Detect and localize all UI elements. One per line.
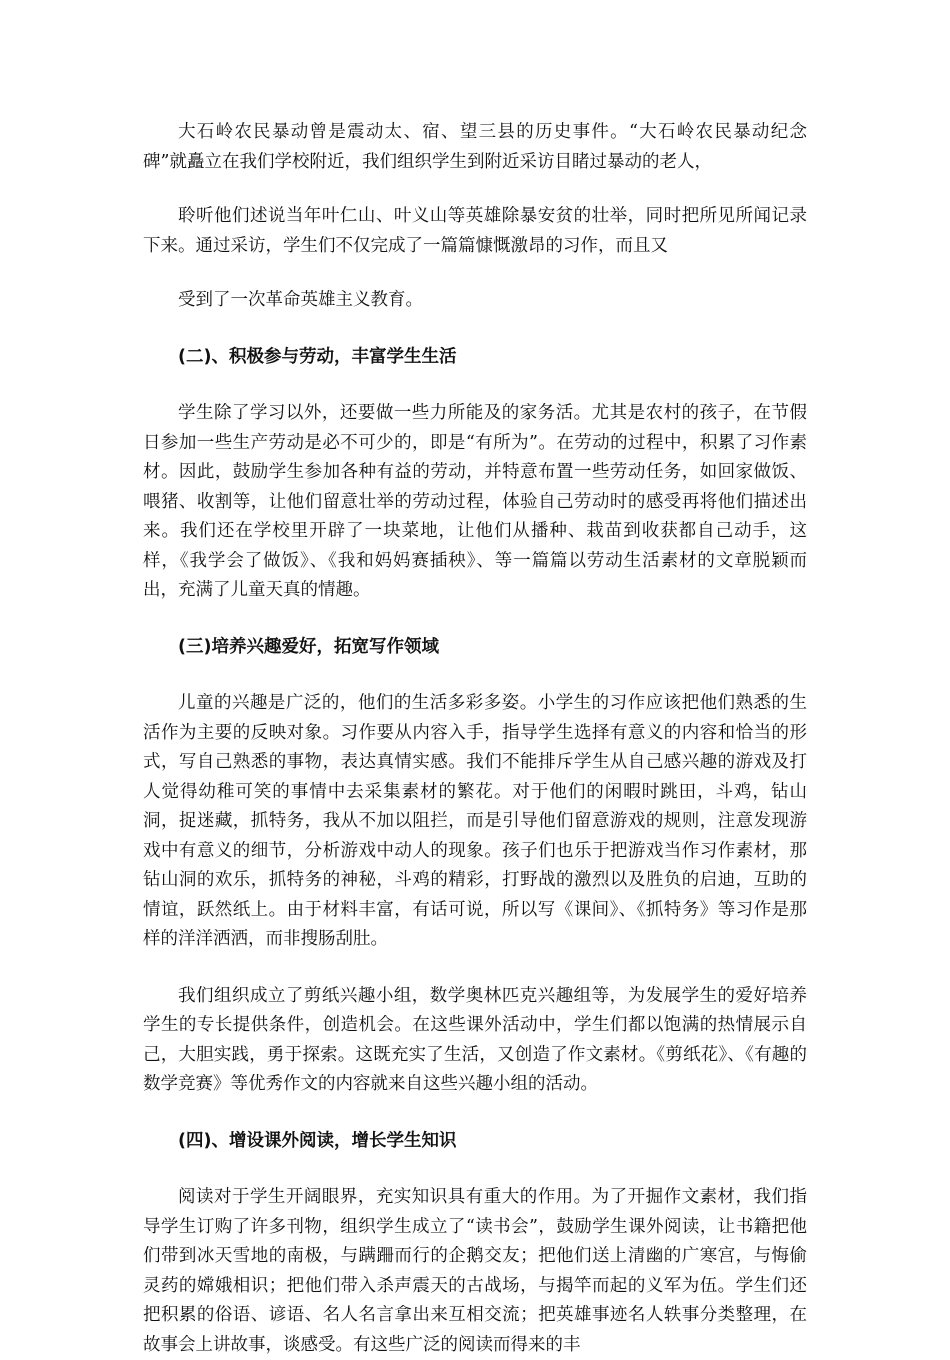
paragraph-clubs: 我们组织成立了剪纸兴趣小组，数学奥林匹克兴趣组等，为发展学生的爱好培养学生的专长提供条件，创造机会。在这些课外活动中，学生们都以饱满的热情展示自己，大胆实践，勇于探索。这既充实了生活，又创造了作文素材。《剪纸花》、《有趣的数学竞赛》等优秀作文的内容就来自这些兴趣小组的活动。 <box>143 985 807 1094</box>
paragraph-interests: 儿童的兴趣是广泛的，他们的生活多彩多姿。小学生的习作应该把他们熟悉的生活作为主要的反映对象。习作要从内容入手，指导学生选择有意义的内容和恰当的形式，写自己熟悉的事物，表达真情实感。我们不能排斥学生从自己感兴趣的游戏及打人觉得幼稚可笑的事情中去采集素材的繁花。对于他们的闲暇时跳田，斗鸡，钻山洞，捉迷藏，抓特务，我从不加以阻拦，而是引导他们留意游戏的规则，注意发现游戏中有意义的细节，分析游戏中动人的现象。孩子们也乐于把游戏当作习作素材，那钻山洞的欢乐，抓特务的神秘，斗鸡的精彩，打野战的激烈以及胜负的启迪，互助的情谊，跃然纸上。由于材料丰富，有话可说，所以写《课间》、《抓特务》等习作是那样的洋洋洒洒，而非搜肠刮肚。 <box>143 693 807 949</box>
paragraph-1: 大石岭农民暴动曾是震动太、宿、望三县的历史事件。“大石岭农民暴动纪念碑”就矗立在我们学校附近，我们组织学生到附近采访目睹过暴动的老人， <box>143 122 807 172</box>
paragraph-reading: 阅读对于学生开阔眼界，充实知识具有重大的作用。为了开掘作文素材，我们指导学生订购了许多刊物，组织学生成立了“读书会”，鼓励学生课外阅读，让书籍把他们带到冰天雪地的南极，与蹒跚而行的企鹅交友；把他们送上清幽的广寒宫，与悔偷灵药的嫦娥相识；把他们带入杀声震天的古战场，与揭竿而起的义军为伍。学生们还把积累的俗语、谚语、名人名言拿出来互相交流；把英雄事迹名人轶事分类整理，在故事会上讲故事，谈感受。有这些广泛的阅读而得来的丰 <box>143 1187 807 1355</box>
section-heading-3: (三)培养兴趣爱好，拓宽写作领域 <box>178 636 439 657</box>
paragraph-labor: 学生除了学习以外，还要做一些力所能及的家务活。尤其是农村的孩子，在节假日参加一些生产劳动是必不可少的，即是“有所为”。在劳动的过程中，积累了习作素材。因此，鼓励学生参加各种有益的劳动，并特意布置一些劳动任务，如回家做饭、喂猪、收割等，让他们留意壮举的劳动过程，体验自己劳动时的感受再将他们描述出来。我们还在学校里开辟了一块菜地，让他们从播种、栽苗到收获都自己动手，这样，《我学会了做饭》、《我和妈妈赛插秧》、等一篇篇以劳动生活素材的文章脱颖而出，充满了儿童天真的情趣。 <box>143 403 807 600</box>
paragraph-3: 受到了一次革命英雄主义教育。 <box>178 290 423 310</box>
section-heading-2: (二)、积极参与劳动，丰富学生生活 <box>178 346 457 367</box>
document-page <box>143 118 807 1360</box>
section-heading-4: (四)、增设课外阅读，增长学生知识 <box>178 1130 457 1151</box>
paragraph-2: 聆听他们述说当年叶仁山、叶义山等英雄除暴安贫的壮举，同时把所见所闻记录下来。通过采访，学生们不仅完成了一篇篇慷慨激昂的习作，而且又 <box>143 206 807 256</box>
